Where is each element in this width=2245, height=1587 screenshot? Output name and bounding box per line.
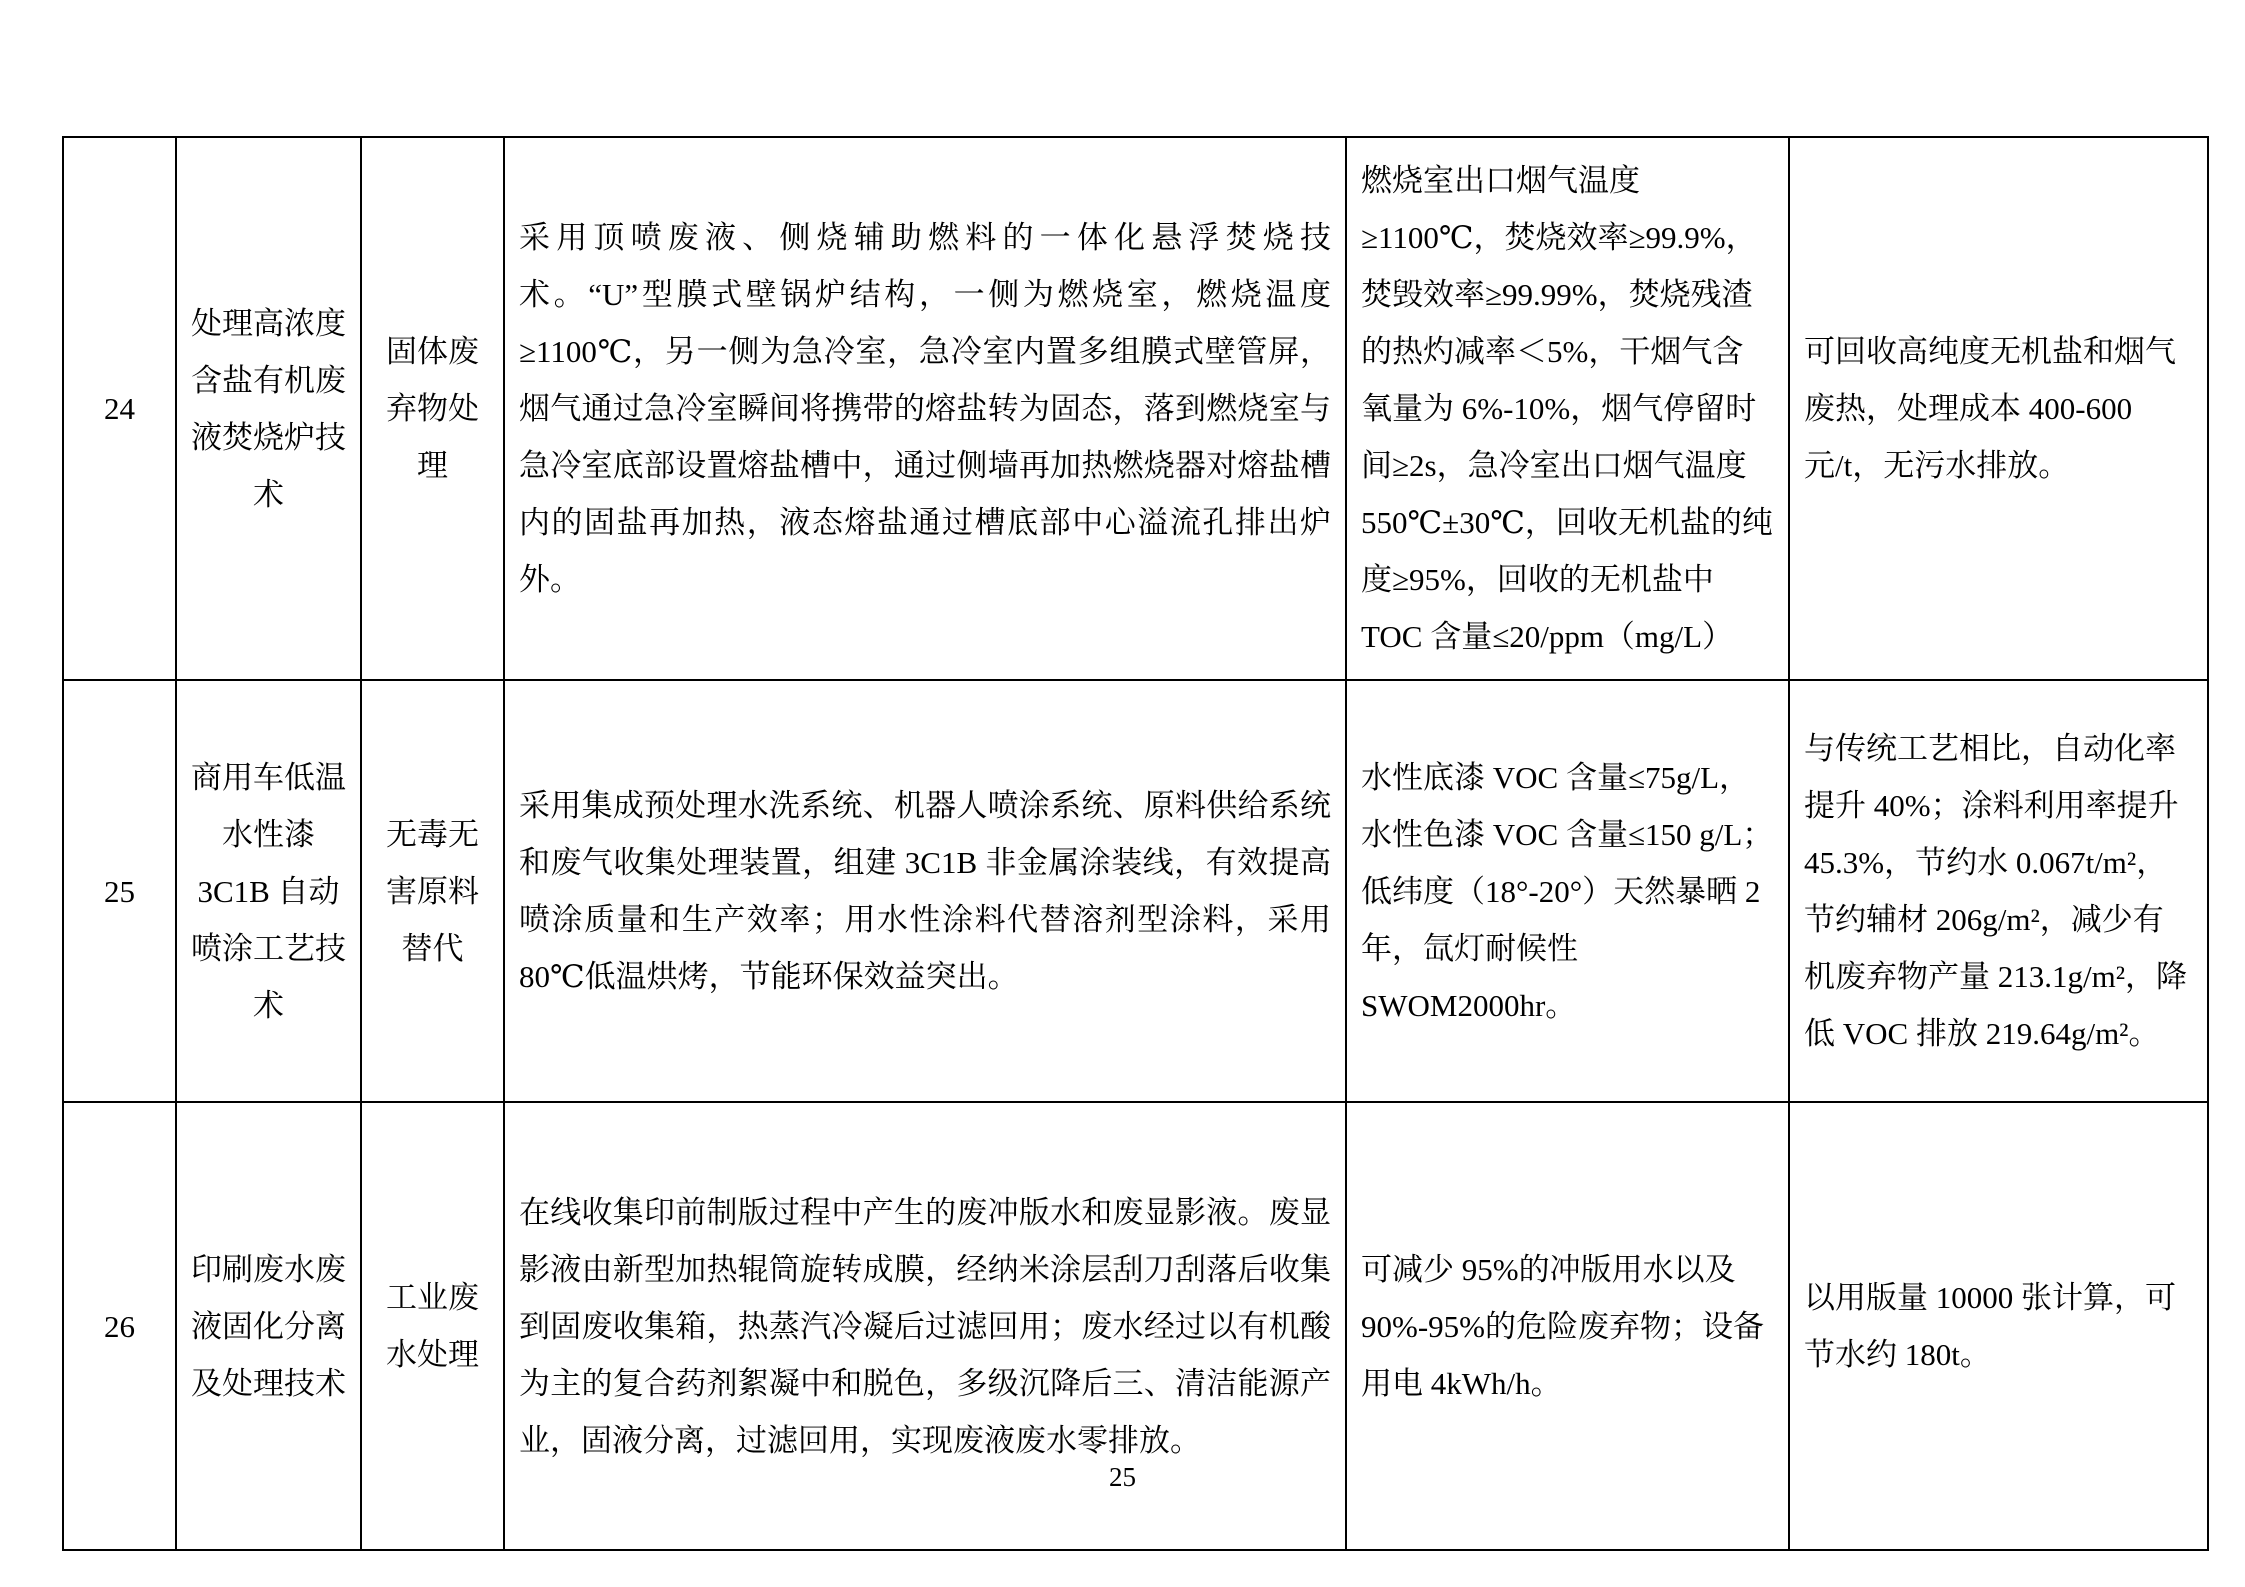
benefits-cell: 以用版量 10000 张计算，可节水约 180t。 <box>1789 1102 2208 1550</box>
table-row <box>63 680 2208 1102</box>
description-cell: 采用集成预处理水洗系统、机器人喷涂系统、原料供给系统和废气收集处理装置，组建 3C1B 非金属涂装线，有效提高喷涂质量和生产效率；用水性涂料代替溶剂型涂料，采用 80℃低温烘烤，节能环保效益突出。 <box>504 680 1346 1102</box>
technology-table <box>62 136 2209 1551</box>
category-cell: 固体废弃物处理 <box>361 137 504 680</box>
category-cell: 无毒无害原料替代 <box>361 680 504 1102</box>
table-row <box>63 137 2208 680</box>
description-cell: 采用顶喷废液、侧烧辅助燃料的一体化悬浮焚烧技术。“U”型膜式壁锅炉结构，一侧为燃烧室，燃烧温度≥1100℃，另一侧为急冷室，急冷室内置多组膜式壁管屏，烟气通过急冷室瞬间将携带的熔盐转为固态，落到燃烧室与急冷室底部设置熔盐槽中，通过侧墙再加热燃烧器对熔盐槽内的固盐再加热，液态熔盐通过槽底部中心溢流孔排出炉外。 <box>504 137 1346 680</box>
indicators-cell: 水性底漆 VOC 含量≤75g/L，水性色漆 VOC 含量≤150 g/L；低纬度（18°-20°）天然暴晒 2 年，氙灯耐候性 SWOM2000hr。 <box>1346 680 1789 1102</box>
row-number-cell: 24 <box>63 137 176 680</box>
benefits-cell: 可回收高纯度无机盐和烟气废热，处理成本 400-600 元/t，无污水排放。 <box>1789 137 2208 680</box>
row-number-cell: 25 <box>63 680 176 1102</box>
indicators-cell: 燃烧室出口烟气温度≥1100℃，焚烧效率≥99.9%，焚毁效率≥99.99%，焚烧残渣的热灼减率＜5%，干烟气含氧量为 6%-10%，烟气停留时间≥2s，急冷室出口烟气温度 550℃±30℃，回收无机盐的纯度≥95%，回收的无机盐中 TOC 含量≤20/ppm（mg/L） <box>1346 137 1789 680</box>
row-number-cell: 26 <box>63 1102 176 1550</box>
technology-name-cell: 处理高浓度含盐有机废液焚烧炉技术 <box>176 137 361 680</box>
technology-name-cell: 印刷废水废液固化分离及处理技术 <box>176 1102 361 1550</box>
technology-name-cell: 商用车低温水性漆 3C1B 自动喷涂工艺技术 <box>176 680 361 1102</box>
indicators-cell: 可减少 95%的冲版用水以及 90%-95%的危险废弃物；设备用电 4kWh/h。 <box>1346 1102 1789 1550</box>
page-number: 25 <box>1109 1462 1136 1492</box>
category-cell: 工业废水处理 <box>361 1102 504 1550</box>
description-cell: 在线收集印前制版过程中产生的废冲版水和废显影液。废显影液由新型加热辊筒旋转成膜，经纳米涂层刮刀刮落后收集到固废收集箱，热蒸汽冷凝后过滤回用；废水经过以有机酸为主的复合药剂絮凝中和脱色，多级沉降后三、清洁能源产业，固液分离，过滤回用，实现废液废水零排放。 <box>504 1102 1346 1550</box>
benefits-cell: 与传统工艺相比，自动化率提升 40%；涂料利用率提升 45.3%，节约水 0.067t/m²，节约辅材 206g/m²，减少有机废弃物产量 213.1g/m²，降低 VOC 排放 219.64g/m²。 <box>1789 680 2208 1102</box>
